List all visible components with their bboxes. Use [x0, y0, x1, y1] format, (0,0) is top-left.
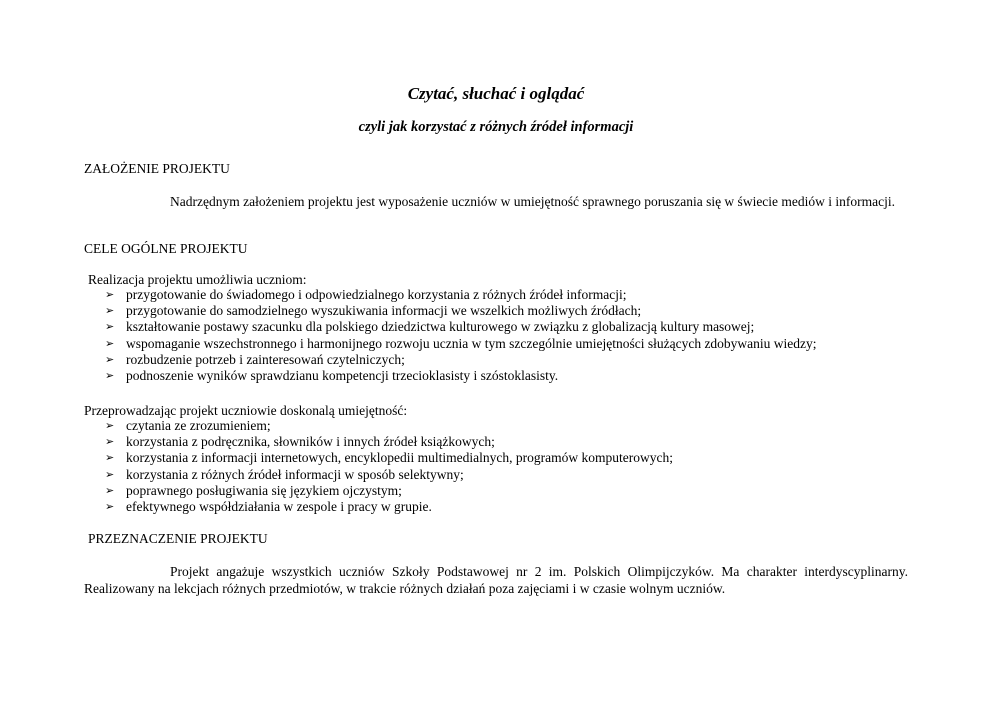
list-item [104, 368, 817, 384]
list-item-text: korzystania z podręcznika, słowników i innych źródeł książkowych; [126, 434, 495, 450]
list-item-text: rozbudzenie potrzeb i zainteresowań czytelniczych; [126, 351, 405, 367]
section-heading-cele: CELE OGÓLNE PROJEKTU [84, 241, 248, 256]
document-subtitle: czyli jak korzystać z różnych źródeł informacji [358, 119, 634, 135]
section-heading-przeznaczenie: PRZEZNACZENIE PROJEKTU [88, 531, 268, 546]
cele-intro: Realizacja projektu umożliwia uczniom: [88, 272, 307, 287]
bullet-arrow-icon: ➢ [105, 467, 115, 481]
list-item [104, 499, 673, 515]
list-item-text: podnoszenie wyników sprawdzianu kompetencji trzecioklasisty i szóstoklasisty. [126, 368, 559, 384]
list-item [104, 418, 673, 434]
list-item-text: kształtowanie postawy szacunku dla polskiego dziedzictwa kulturowego w związku z globalizacją kultury masowej; [126, 319, 755, 335]
list-item-text: przygotowanie do samodzielnego wyszukiwania informacji we wszelkich możliwych źródłach; [126, 303, 642, 319]
cele-list [104, 287, 817, 384]
list-item [104, 352, 817, 368]
list-item [104, 303, 817, 319]
bullet-arrow-icon: ➢ [105, 500, 115, 514]
list-item-text: korzystania z różnych źródeł informacji w sposób selektywny; [126, 466, 464, 482]
umiejetnosci-intro: Przeprowadzając projekt uczniowie doskonalą umiejętność: [84, 403, 408, 418]
document-title: Czytać, słuchać i oglądać [407, 84, 585, 103]
bullet-arrow-icon: ➢ [105, 304, 115, 318]
section-text-przeznaczenie: Projekt angażuje wszystkich uczniów Szkoły Podstawowej nr 2 im. Polskich Olimpijczyków. Ma charakter interdyscyplinarny. Realizowany na lekcjach różnych przedmiotów, w trakcie różnych działań poza zajęciami i w czasie wolnym uczniów. [84, 564, 908, 596]
list-item [104, 319, 817, 335]
list-item [104, 287, 817, 303]
bullet-arrow-icon: ➢ [105, 419, 115, 432]
list-item-text: efektywnego współdziałania w zespole i pracy w grupie. [126, 499, 432, 515]
section-heading-zalozenie: ZAŁOŻENIE PROJEKTU [84, 161, 230, 176]
list-item [104, 434, 673, 450]
section-text-zalozenie: Nadrzędnym założeniem projektu jest wyposażenie uczniów w umiejętność sprawnego poruszania się w świecie mediów i informacji. [170, 194, 896, 209]
bullet-arrow-icon: ➢ [105, 435, 115, 449]
list-item-text: korzystania z informacji internetowych, encyklopedii multimedialnych, programów komputerowych; [126, 450, 673, 466]
list-item [104, 483, 673, 499]
bullet-arrow-icon: ➢ [105, 451, 115, 465]
bullet-arrow-icon: ➢ [105, 483, 115, 497]
list-item-text: czytania ze zrozumieniem; [126, 418, 271, 433]
bullet-arrow-icon: ➢ [105, 369, 115, 383]
bullet-arrow-icon: ➢ [105, 288, 115, 301]
bullet-arrow-icon: ➢ [105, 352, 115, 366]
list-item [104, 450, 673, 466]
list-item-text: poprawnego posługiwania się językiem ojczystym; [126, 482, 402, 498]
bullet-arrow-icon: ➢ [105, 320, 115, 334]
list-item [104, 336, 817, 352]
list-item [104, 467, 673, 483]
bullet-arrow-icon: ➢ [105, 336, 115, 350]
list-item-text: przygotowanie do świadomego i odpowiedzialnego korzystania z różnych źródeł informacji; [126, 287, 627, 302]
umiejetnosci-list [104, 418, 673, 515]
list-item-text: wspomaganie wszechstronnego i harmonijnego rozwoju ucznia w tym szczególnie umiejętności służących zdobywaniu wiedzy; [126, 335, 817, 351]
